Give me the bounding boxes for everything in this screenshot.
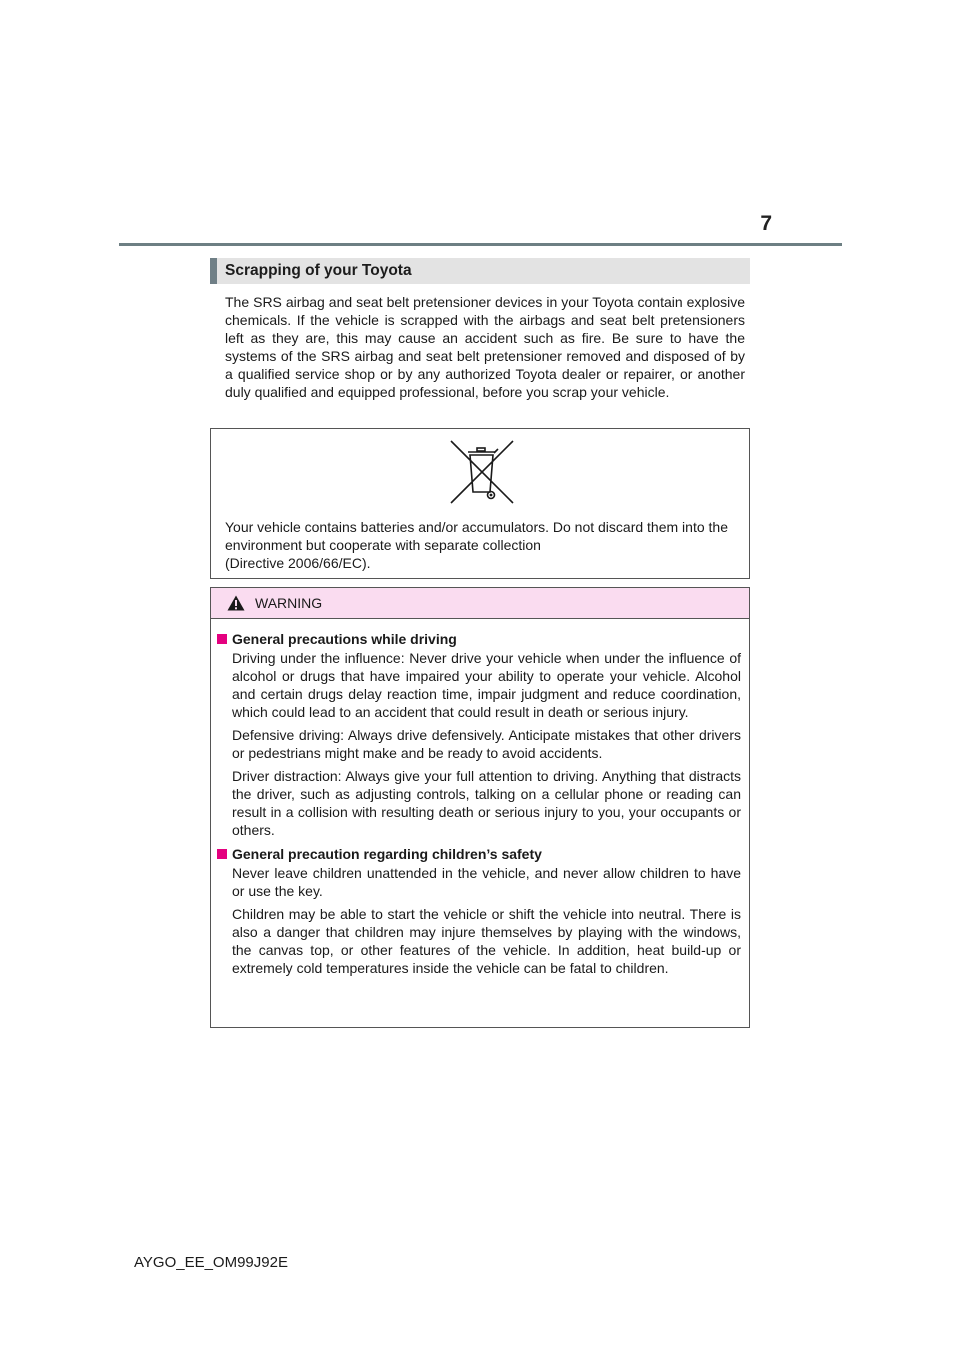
warning-triangle-icon bbox=[227, 595, 245, 611]
section-heading-bar bbox=[210, 258, 217, 284]
header-rule bbox=[119, 243, 842, 246]
warning-box bbox=[210, 587, 750, 1028]
warning-label: WARNING bbox=[255, 595, 323, 611]
crossed-out-wheelie-bin-icon bbox=[449, 439, 515, 505]
page-number: 7 bbox=[760, 212, 772, 235]
bullet-square-icon bbox=[217, 634, 227, 644]
warning-paragraph: Driver distraction: Always give your full attention to driving. Anything that distracts the driver, such as adjusting controls, talking on a cellular phone or reading can result in a collision with resulting death or serious injury to you, your occupants or others. bbox=[232, 768, 741, 838]
section-heading bbox=[210, 258, 750, 284]
recycle-line-2: (Directive 2006/66/EC). bbox=[225, 555, 371, 571]
recycle-line-1: Your vehicle contains batteries and/or accumulators. Do not discard them into the environment but cooperate with separate collection bbox=[225, 519, 728, 553]
warning-section-heading bbox=[217, 844, 741, 864]
warning-content bbox=[211, 619, 749, 977]
warning-section-title: General precaution regarding children’s safety bbox=[232, 846, 542, 862]
warning-paragraph: Never leave children unattended in the vehicle, and never allow children to have or use the key. bbox=[232, 865, 741, 899]
section-title: Scrapping of your Toyota bbox=[225, 262, 412, 279]
recycle-notice-box bbox=[210, 428, 750, 579]
warning-paragraph: Defensive driving: Always drive defensively. Anticipate mistakes that other drivers or pedestrians might make and be ready to avoid accidents. bbox=[232, 727, 741, 761]
recycle-notice-text bbox=[225, 518, 747, 572]
warning-paragraph: Driving under the influence: Never drive your vehicle when under the influence of alcohol or drugs that have impaired your ability to operate your vehicle. Alcohol and certain drugs delay reaction time, impair judgment and reduce coordination, which could lead to an accident that could result in death or serious injury. bbox=[232, 650, 741, 720]
footer-document-code: AYGO_EE_OM99J92E bbox=[134, 1254, 288, 1271]
warning-paragraph: Children may be able to start the vehicle or shift the vehicle into neutral. There is also a danger that children may injure themselves by playing with the windows, the canvas top, or other features of the vehicle. In addition, heat build-up or extremely cold temperatures inside the vehicle can be fatal to children. bbox=[232, 906, 741, 976]
section-body: The SRS airbag and seat belt pretensioner devices in your Toyota contain explosive chemicals. If the vehicle is scrapped with the airbags and seat belt pretensioners left as they are, this may cause an accident such as fire. Be sure to have the systems of the SRS airbag and seat belt pretensioner removed and disposed of by a qualified service shop or by any authorized Toyota dealer or repairer, or another duly qualified and equipped professional, before you scrap your vehicle. bbox=[225, 294, 745, 400]
bullet-square-icon bbox=[217, 849, 227, 859]
warning-section-heading bbox=[217, 629, 741, 649]
warning-header bbox=[211, 588, 749, 619]
warning-section-title: General precautions while driving bbox=[232, 631, 457, 647]
